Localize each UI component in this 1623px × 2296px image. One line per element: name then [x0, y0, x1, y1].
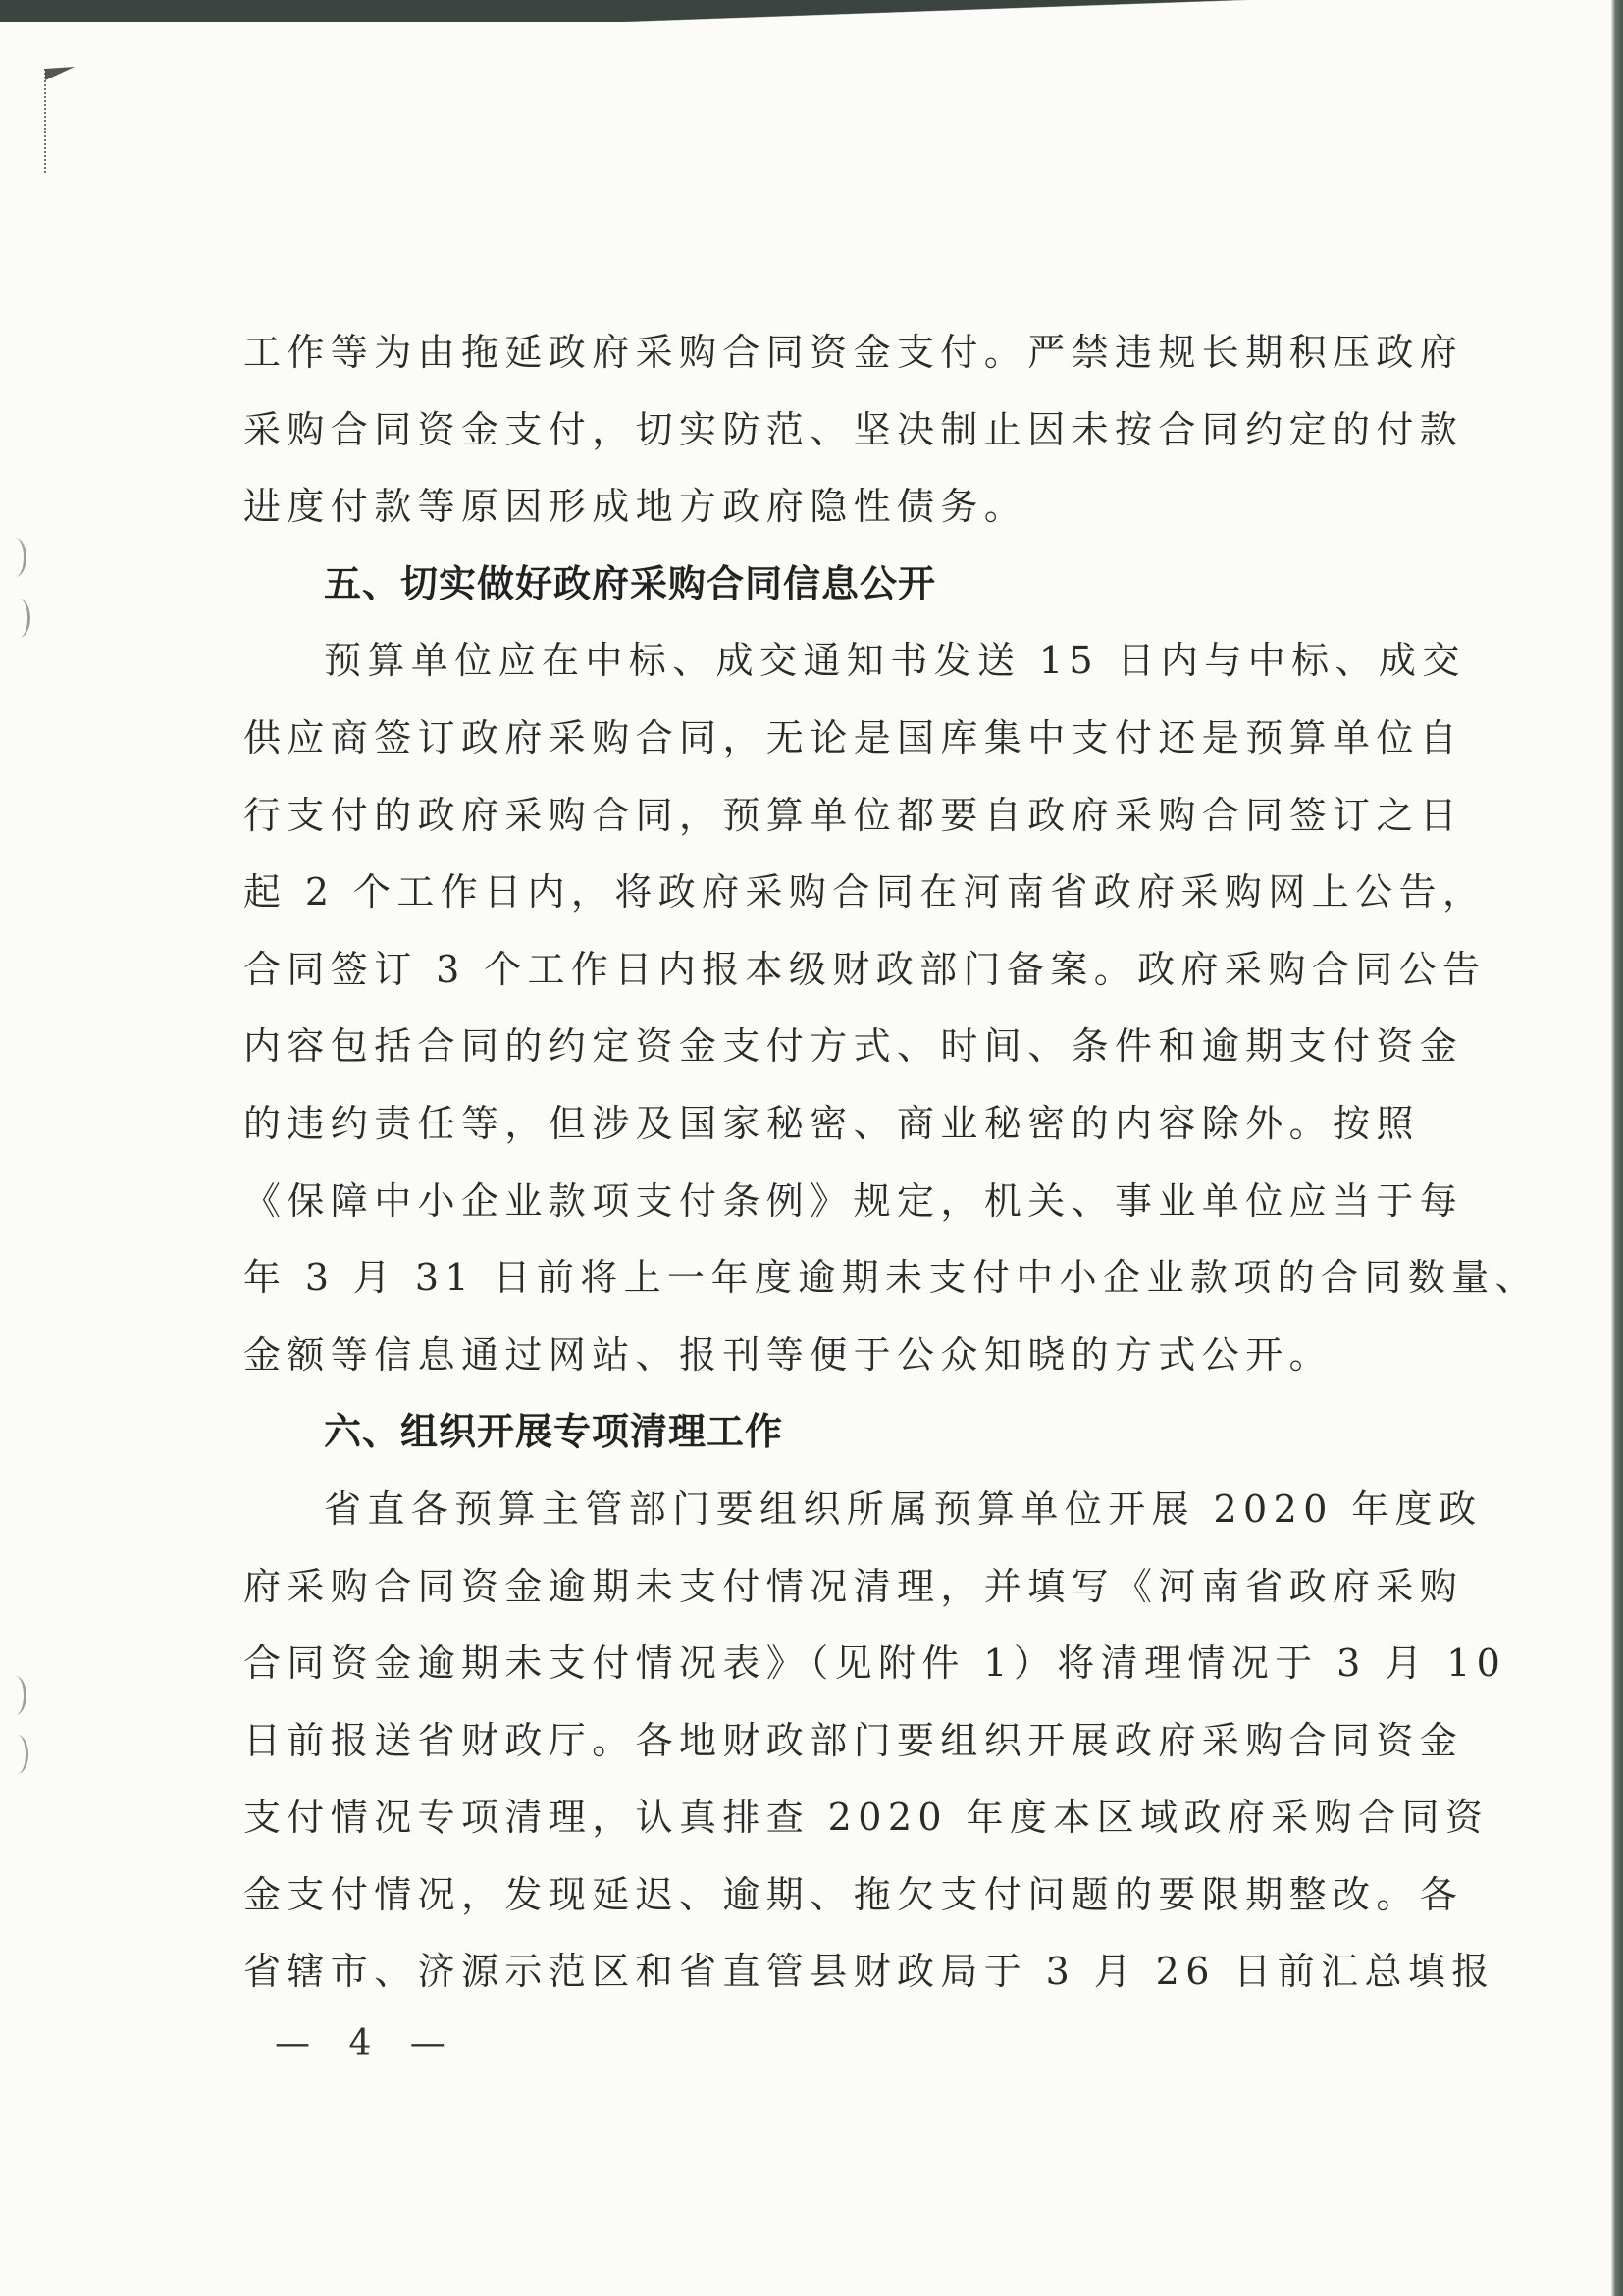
text-line: 省直各预算主管部门要组织所属预算单位开展 2020 年度政 — [324, 1487, 1483, 1531]
text-line: 供应商签订政府采购合同，无论是国库集中支付还是预算单位自 — [243, 715, 1464, 759]
text-line: 府采购合同资金逾期未支付情况清理，并填写《河南省政府采购 — [243, 1564, 1464, 1608]
paragraph-contract-disclosure — [243, 622, 1540, 1393]
text-line: 日前报送省财政厅。各地财政部门要组织开展政府采购合同资金 — [243, 1718, 1464, 1762]
text-line: 采购合同资金支付，切实防范、坚决制止因未按合同约定的付款 — [243, 407, 1464, 451]
corner-crop-mark-icon — [43, 67, 77, 175]
text-line: 合同资金逾期未支付情况表》（见附件 1）将清理情况于 3 月 10 — [243, 1642, 1507, 1686]
text-line: 行支付的政府采购合同，预算单位都要自政府采购合同签订之日 — [243, 793, 1464, 837]
text-line: 《保障中小企业款项支付条例》规定，机关、事业单位应当于每 — [243, 1178, 1464, 1223]
paragraph-implicit-debt — [243, 314, 1464, 546]
paragraph-special-cleanup — [243, 1471, 1507, 2010]
text-line: 预算单位应在中标、成交通知书发送 15 日内与中标、成交 — [324, 639, 1466, 683]
scan-edge-top — [0, 0, 1623, 22]
document-body — [243, 314, 1540, 2010]
text-line: 支付情况专项清理，认真排查 2020 年度本区域政府采购合同资 — [243, 1796, 1490, 1840]
text-line: 工作等为由拖延政府采购合同资金支付。严禁违规长期积压政府 — [243, 331, 1464, 374]
page-number: — 4 — — [275, 2023, 459, 2063]
binding-hole-mark-icon — [4, 538, 26, 577]
text-line: 金额等信息通过网站、报刊等便于公众知晓的方式公开。 — [243, 1332, 1334, 1377]
text-line: 进度付款等原因形成地方政府隐性债务。 — [243, 485, 1028, 529]
section-heading-6: 六、组织开展专项清理工作 — [324, 1410, 784, 1454]
text-line: 的违约责任等，但涉及国家秘密、商业秘密的内容除外。按照 — [243, 1101, 1420, 1145]
scan-edge-right — [1611, 0, 1623, 2296]
text-line: 合同签订 3 个工作日内报本级财政部门备案。政府采购合同公告 — [243, 947, 1487, 991]
section-heading-5: 五、切实做好政府采购合同信息公开 — [324, 561, 937, 605]
text-line: 内容包括合同的约定资金支付方式、时间、条件和逾期支付资金 — [243, 1024, 1464, 1069]
text-line: 金支付情况，发现延迟、逾期、拖欠支付问题的要限期整改。各 — [243, 1872, 1464, 1916]
text-line: 起 2 个工作日内，将政府采购合同在河南省政府采购网上公告， — [243, 870, 1487, 914]
text-line: 省辖市、济源示范区和省直管县财政局于 3 月 26 日前汇总填报 — [243, 1950, 1495, 1994]
text-line: 年 3 月 31 日前将上一年度逾期未支付中小企业款项的合同数量、 — [243, 1256, 1540, 1300]
binding-hole-mark-icon — [4, 1676, 26, 1715]
binding-hole-mark-icon — [8, 599, 30, 638]
binding-hole-mark-icon — [6, 1735, 28, 1774]
